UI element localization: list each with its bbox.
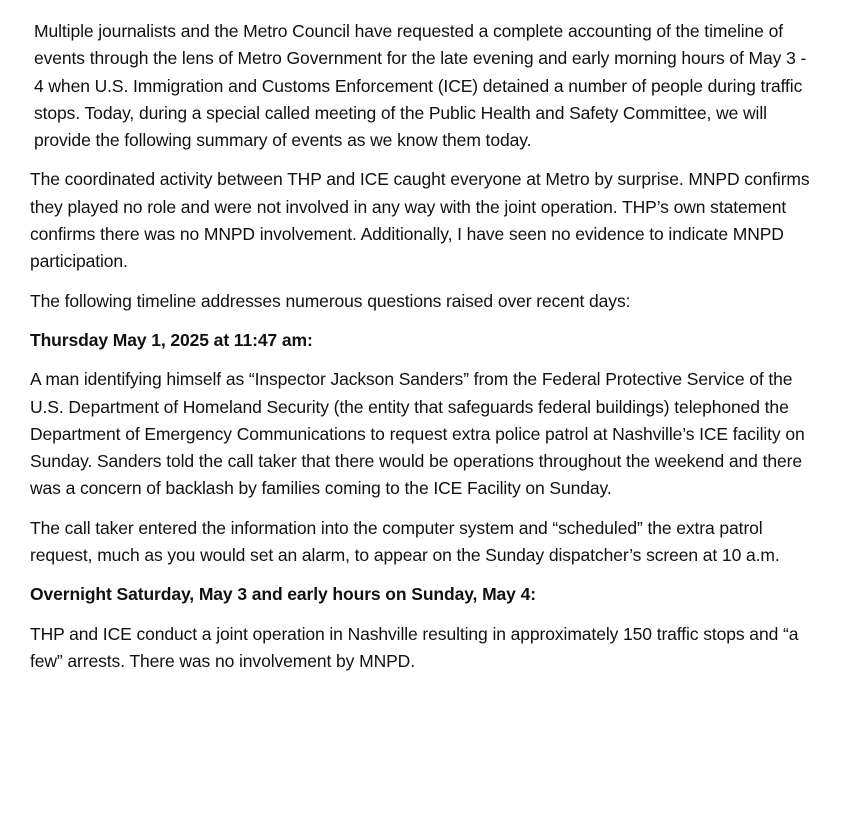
section-heading-may-3-4: Overnight Saturday, May 3 and early hours on Sunday, May 4:: [30, 584, 536, 605]
section-heading-may-1: Thursday May 1, 2025 at 11:47 am:: [30, 329, 313, 350]
section-may-1-paragraph-2: The call taker entered the information into the computer system and “scheduled” the extra patrol request, much as you would set an alarm, to appear on the Sunday dispatcher’s screen at 10 a.m.: [30, 517, 780, 566]
document-body: [30, 18, 820, 687]
section-may-1-paragraph-1: A man identifying himself as “Inspector Jackson Sanders” from the Federal Protective Service of the U.S. Department of Homeland Security (the entity that safeguards federal buildings) telephoned the Department of Emergency Communications to request extra police patrol at Nashville’s ICE facility on Sunday. Sanders told the call taker that there would be operations throughout the weekend and there was a concern of backlash by families coming to the ICE Facility on Sunday.: [30, 369, 805, 499]
intro-paragraph: Multiple journalists and the Metro Council have requested a complete accounting of the timeline of events through the lens of Metro Government for the late evening and early morning hours of May 3 - 4 when U.S. Immigration and Customs Enforcement (ICE) detained a number of people during traffic stops. Today, during a special called meeting of the Public Health and Safety Committee, we will provide the following summary of events as we know them today.: [34, 21, 807, 151]
timeline-intro-paragraph: The following timeline addresses numerous questions raised over recent days:: [30, 290, 631, 311]
section-may-3-4-paragraph-1: THP and ICE conduct a joint operation in Nashville resulting in approximately 150 traffic stops and “a few” arrests. There was no involvement by MNPD.: [30, 623, 799, 671]
coordination-paragraph: The coordinated activity between THP and ICE caught everyone at Metro by surprise. MNPD confirms they played no role and were not involved in any way with the joint operation. THP’s own statement confirms there was no MNPD involvement. Additionally, I have seen no evidence to indicate MNPD participation.: [30, 169, 810, 272]
